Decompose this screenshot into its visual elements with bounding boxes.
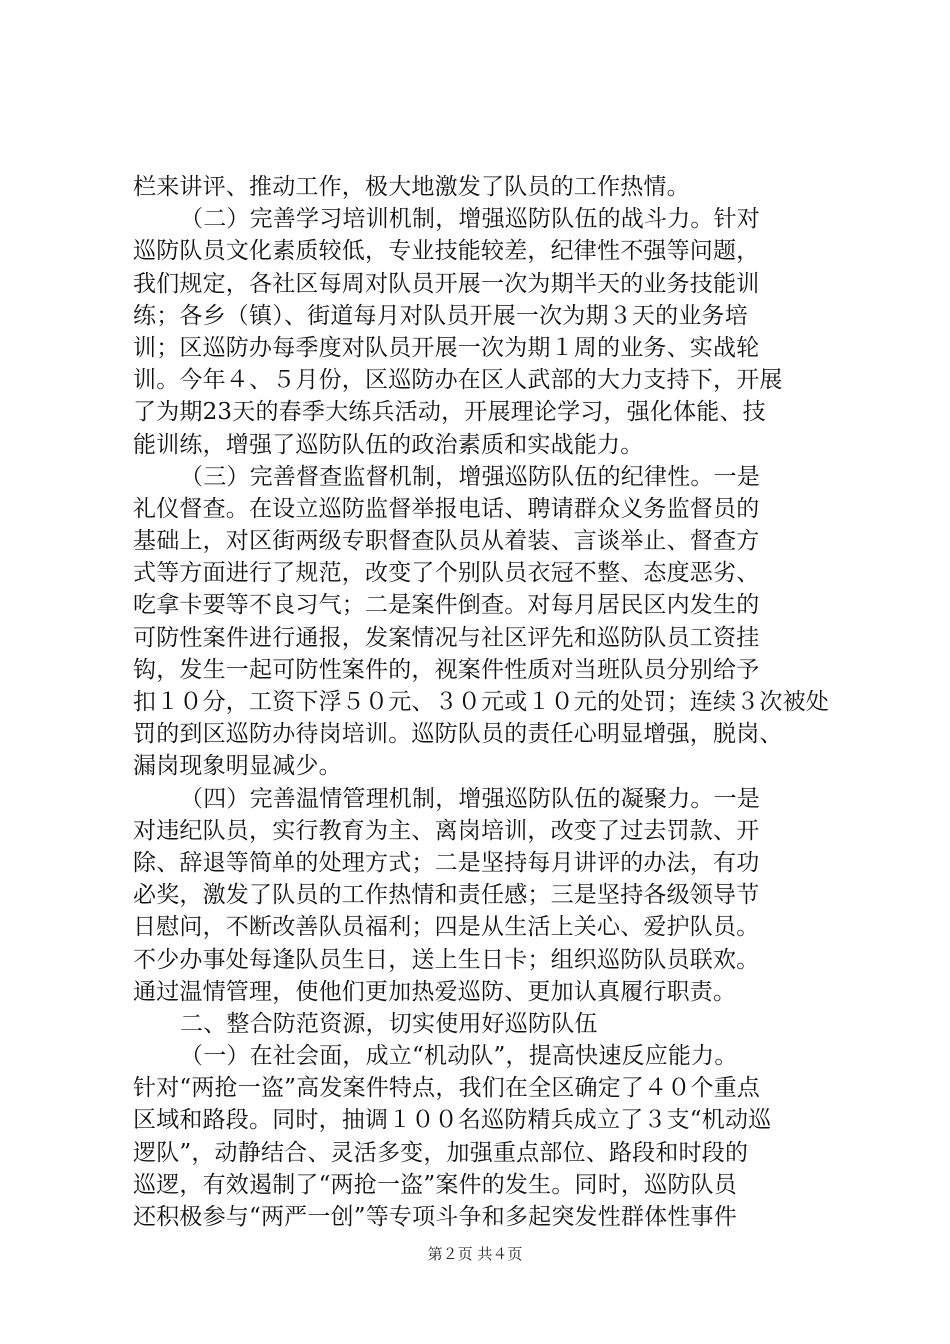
text-line: 吃拿卡要等不良习气；二是案件倒查。对每月居民区内发生的 xyxy=(133,592,760,619)
text-line: 漏岗现象明显减少。 xyxy=(133,753,342,780)
text-line: 对违纪队员，实行教育为主、离岗培训，改变了过去罚款、开 xyxy=(133,817,760,844)
paragraph-start-line: （四）完善温情管理机制，增强巡防队伍的凝聚力。一是 xyxy=(180,785,760,812)
text-line: 了为期23天的春季大练兵活动，开展理论学习，强化体能、技 xyxy=(133,399,766,426)
text-line: 针对“两抢一盗”高发案件特点，我们在全区确定了４０个重点 xyxy=(133,1075,761,1102)
text-line: 巡逻，有效遏制了“两抢一盗”案件的发生。同时，巡防队员 xyxy=(133,1171,737,1198)
text-line: 可防性案件进行通报，发案情况与社区评先和巡防队员工资挂 xyxy=(133,624,760,651)
paragraph-start-line: （一）在社会面，成立“机动队”，提高快速反应能力。 xyxy=(180,1043,738,1070)
text-line: 扣１０分，工资下浮５０元、３０元或１０元的处罚；连续３次被处 xyxy=(133,689,829,715)
text-line: 练；各乡（镇）、街道每月对队员开展一次为期３天的业务培 xyxy=(133,302,748,329)
text-line: 巡防队员文化素质较低，专业技能较差，纪律性不强等问题， xyxy=(133,238,760,265)
text-line: 必奖，激发了队员的工作热情和责任感；三是坚持各级领导节 xyxy=(133,882,760,909)
text-line: 不少办事处每逢队员生日，送上生日卡；组织巡防队员联欢。 xyxy=(133,946,760,973)
text-line: 训。今年４、５月份，区巡防办在区人武部的大力支持下，开展 xyxy=(133,367,783,394)
text-line: 日慰问，不断改善队员福利；四是从生活上关心、爱护队员。 xyxy=(133,914,760,941)
text-line: 我们规定，各社区每周对队员开展一次为期半天的业务技能训 xyxy=(133,270,760,297)
page-number-footer: 第２页 共４页 xyxy=(427,1245,523,1263)
text-line: 式等方面进行了规范，改变了个别队员衣冠不整、态度恶劣、 xyxy=(133,560,760,587)
paragraph-start-line: （二）完善学习培训机制，增强巡防队伍的战斗力。针对 xyxy=(180,206,760,233)
body-text xyxy=(133,171,833,1233)
text-line: 罚的到区巡防办待岗培训。巡防队员的责任心明显增强，脱岗、 xyxy=(133,721,783,748)
text-line: 礼仪督查。在设立巡防监督举报电话、聘请群众义务监督员的 xyxy=(133,495,760,522)
text-line: 钩，发生一起可防性案件的，视案件性质对当班队员分别给予 xyxy=(133,656,760,683)
section-heading: 二、整合防范资源，切实使用好巡防队伍 xyxy=(180,1010,598,1037)
text-line: 训；区巡防办每季度对队员开展一次为期１周的业务、实战轮 xyxy=(133,334,760,361)
text-line: 能训练，增强了巡防队伍的政治素质和实战能力。 xyxy=(133,431,644,458)
text-line: 除、辞退等简单的处理方式；二是坚持每月讲评的办法，有功 xyxy=(133,849,760,876)
text-line: 栏来讲评、推动工作，极大地激发了队员的工作热情。 xyxy=(133,174,690,200)
text-line: 还积极参与“两严一创”等专项斗争和多起突发性群体性事件 xyxy=(133,1204,737,1230)
text-line: 基础上，对区街两级专职督查队员从着装、言谈举止、督查方 xyxy=(133,528,760,555)
text-line: 逻队”，动静结合、灵活多变，加强重点部位、路段和时段的 xyxy=(133,1139,749,1166)
text-line: 通过温情管理，使他们更加热爱巡防、更加认真履行职责。 xyxy=(133,978,737,1005)
text-line: 区域和路段。同时，抽调１００名巡防精兵成立了３支“机动巡 xyxy=(133,1107,772,1134)
paragraph-start-line: （三）完善督查监督机制，增强巡防队伍的纪律性。一是 xyxy=(180,463,760,490)
